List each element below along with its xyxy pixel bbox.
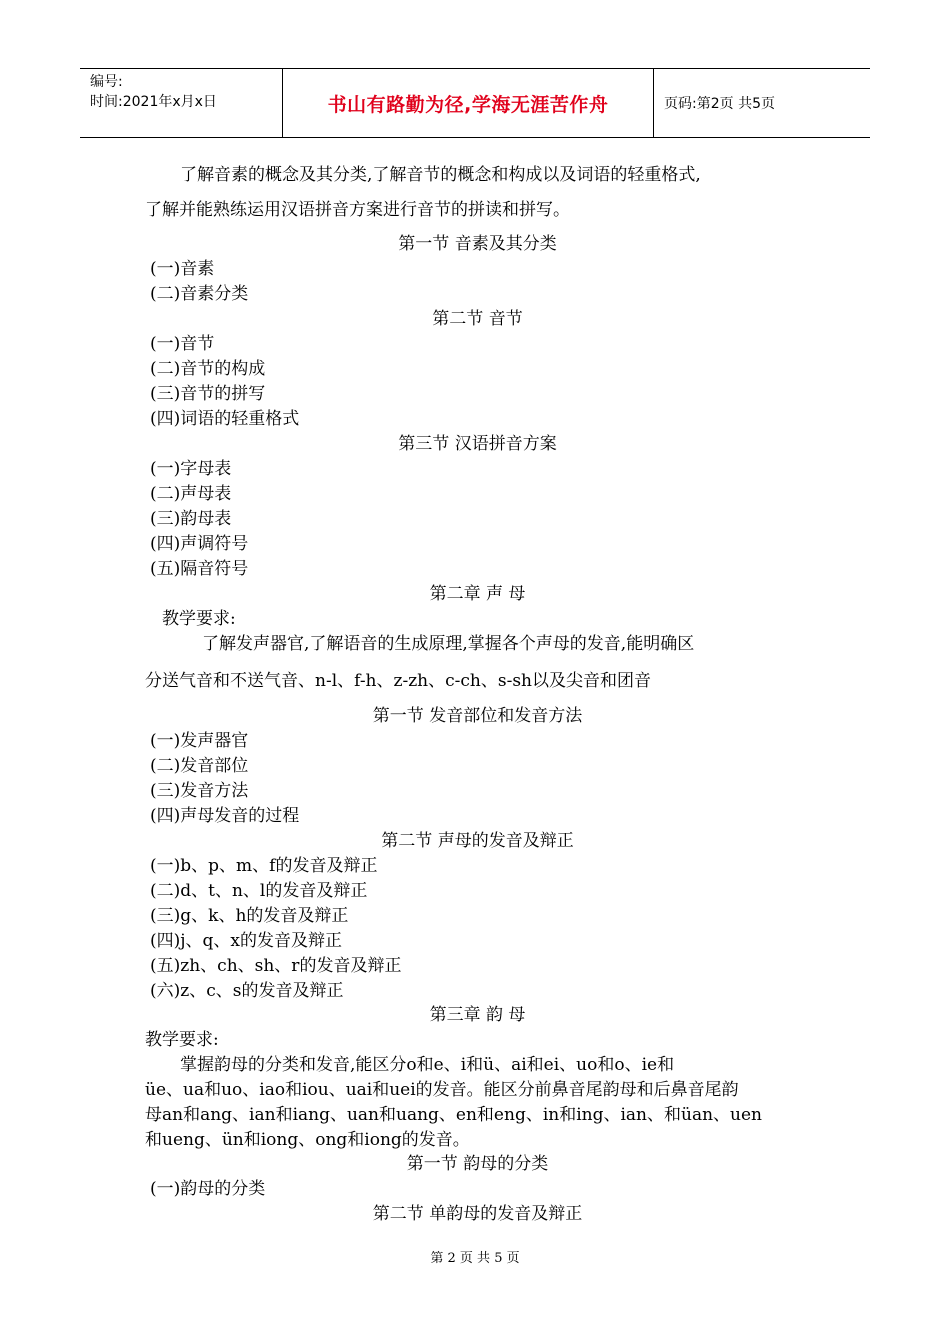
- list-item: (三)韵母表: [150, 509, 232, 529]
- list-item: (五)zh、ch、sh、r的发音及辩正: [150, 956, 402, 976]
- list-item: (三)音节的拼写: [150, 384, 266, 404]
- document-number-label: 编号:: [90, 74, 123, 90]
- list-item: (二)发音部位: [150, 756, 249, 776]
- chapter-title: 第三章 韵 母: [429, 1005, 526, 1025]
- section-title: 第一节 音素及其分类: [398, 234, 557, 254]
- list-item: (四)词语的轻重格式: [150, 409, 300, 429]
- requirements-label: 教学要求:: [145, 1030, 219, 1050]
- list-item: (四)声母发音的过程: [150, 806, 300, 826]
- list-item: (一)字母表: [150, 459, 232, 479]
- list-item: (三)发音方法: [150, 781, 249, 801]
- list-item: (六)z、c、s的发音及辩正: [150, 981, 344, 1001]
- list-item: (二)音节的构成: [150, 359, 266, 379]
- list-item: (三)g、k、h的发音及辩正: [150, 906, 349, 926]
- list-item: (二)音素分类: [150, 284, 249, 304]
- section-title: 第一节 韵母的分类: [406, 1154, 549, 1174]
- list-item: (一)音节: [150, 334, 215, 354]
- list-item: (一)b、p、m、f的发音及辩正: [150, 856, 378, 876]
- intro-line: 了解音素的概念及其分类,了解音节的概念和构成以及词语的轻重格式,: [180, 165, 701, 185]
- requirements-text: 了解发声器官,了解语音的生成原理,掌握各个声母的发音,能明确区: [202, 634, 695, 654]
- section-title: 第二节 声母的发音及辩正: [381, 831, 574, 851]
- requirements-text: 分送气音和不送气音、n-l、f-h、z-zh、c-ch、s-sh以及尖音和团音: [145, 671, 651, 691]
- list-item: (一)发声器官: [150, 731, 249, 751]
- header-motto: 书山有路勤为径,学海无涯苦作舟: [282, 69, 654, 137]
- list-item: (四)声调符号: [150, 534, 249, 554]
- document-time-label: 时间:2021年x月x日: [90, 94, 217, 110]
- requirements-text: 掌握韵母的分类和发音,能区分o和e、i和ü、ai和ei、uo和o、ie和: [180, 1055, 675, 1075]
- list-item: (二)声母表: [150, 484, 232, 504]
- list-item: (二)d、t、n、l的发音及辩正: [150, 881, 368, 901]
- chapter-title: 第二章 声 母: [429, 584, 526, 604]
- list-item: (一)韵母的分类: [150, 1179, 266, 1199]
- list-item: (四)j、q、x的发音及辩正: [150, 931, 343, 951]
- page-header: [80, 68, 870, 138]
- section-title: 第三节 汉语拼音方案: [398, 434, 557, 454]
- requirements-label: 教学要求:: [162, 609, 236, 629]
- list-item: (一)音素: [150, 259, 215, 279]
- page-footer: 第 2 页 共 5 页: [430, 1251, 520, 1266]
- intro-line: 了解并能熟练运用汉语拼音方案进行音节的拼读和拼写。: [145, 200, 570, 220]
- section-title: 第二节 单韵母的发音及辩正: [372, 1204, 583, 1224]
- requirements-text: 和ueng、ün和iong、ong和iong的发音。: [145, 1130, 470, 1150]
- list-item: (五)隔音符号: [150, 559, 249, 579]
- requirements-text: üe、ua和uo、iao和iou、uai和uei的发音。能区分前鼻音尾韵母和后鼻音尾韵: [145, 1080, 739, 1100]
- section-title: 第一节 发音部位和发音方法: [372, 706, 583, 726]
- requirements-text: 母an和ang、ian和iang、uan和uang、en和eng、in和ing、ian、和üan、uen: [145, 1105, 762, 1125]
- section-title: 第二节 音节: [432, 309, 523, 329]
- header-page-info: 页码:第2页 共5页: [664, 96, 775, 112]
- header-meta: [80, 69, 282, 137]
